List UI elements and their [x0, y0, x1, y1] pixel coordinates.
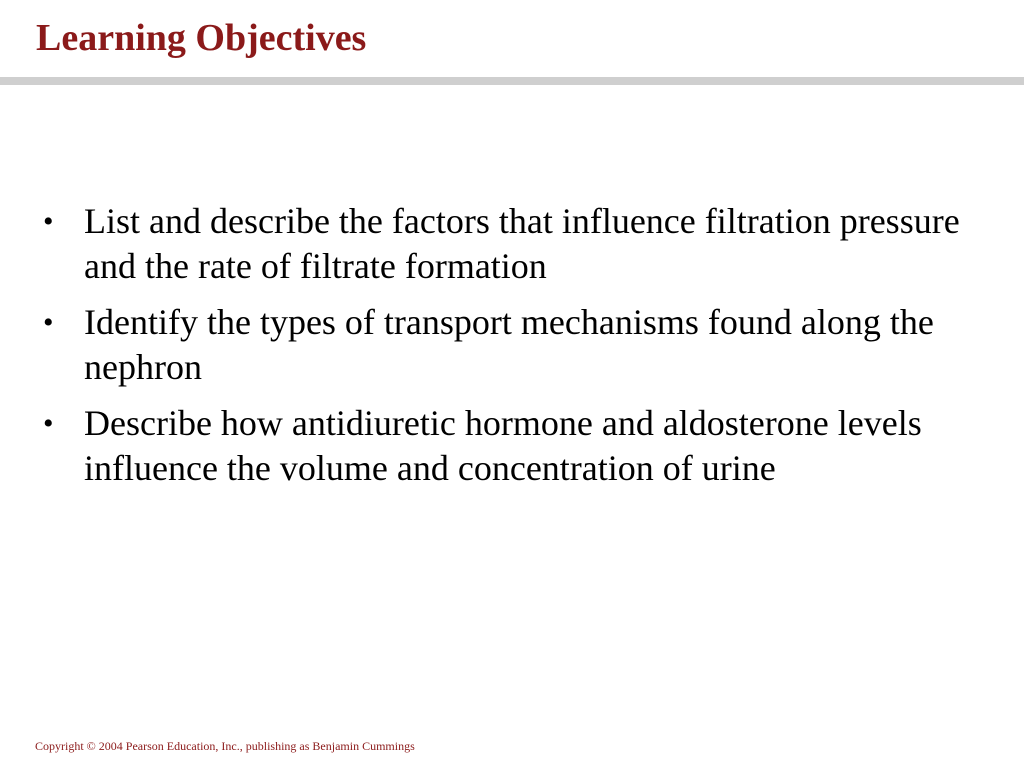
copyright-footer: Copyright © 2004 Pearson Education, Inc., publishing as Benjamin Cummings [35, 739, 415, 753]
bullet-icon: • [43, 407, 54, 440]
bullet-icon: • [43, 306, 54, 339]
title-divider [0, 77, 1024, 85]
bullet-icon: • [43, 205, 54, 238]
bullet-text: Identify the types of transport mechanisms found along the nephron [84, 302, 934, 387]
bullet-list [40, 199, 1000, 502]
bullet-item [40, 300, 1000, 390]
bullet-text: Describe how antidiuretic hormone and aldosterone levels influence the volume and concentration of urine [84, 403, 922, 488]
bullet-item [40, 401, 1000, 491]
bullet-item [40, 199, 1000, 289]
slide-title: Learning Objectives [36, 17, 367, 59]
bullet-text: List and describe the factors that influence filtration pressure and the rate of filtrate formation [84, 201, 960, 286]
